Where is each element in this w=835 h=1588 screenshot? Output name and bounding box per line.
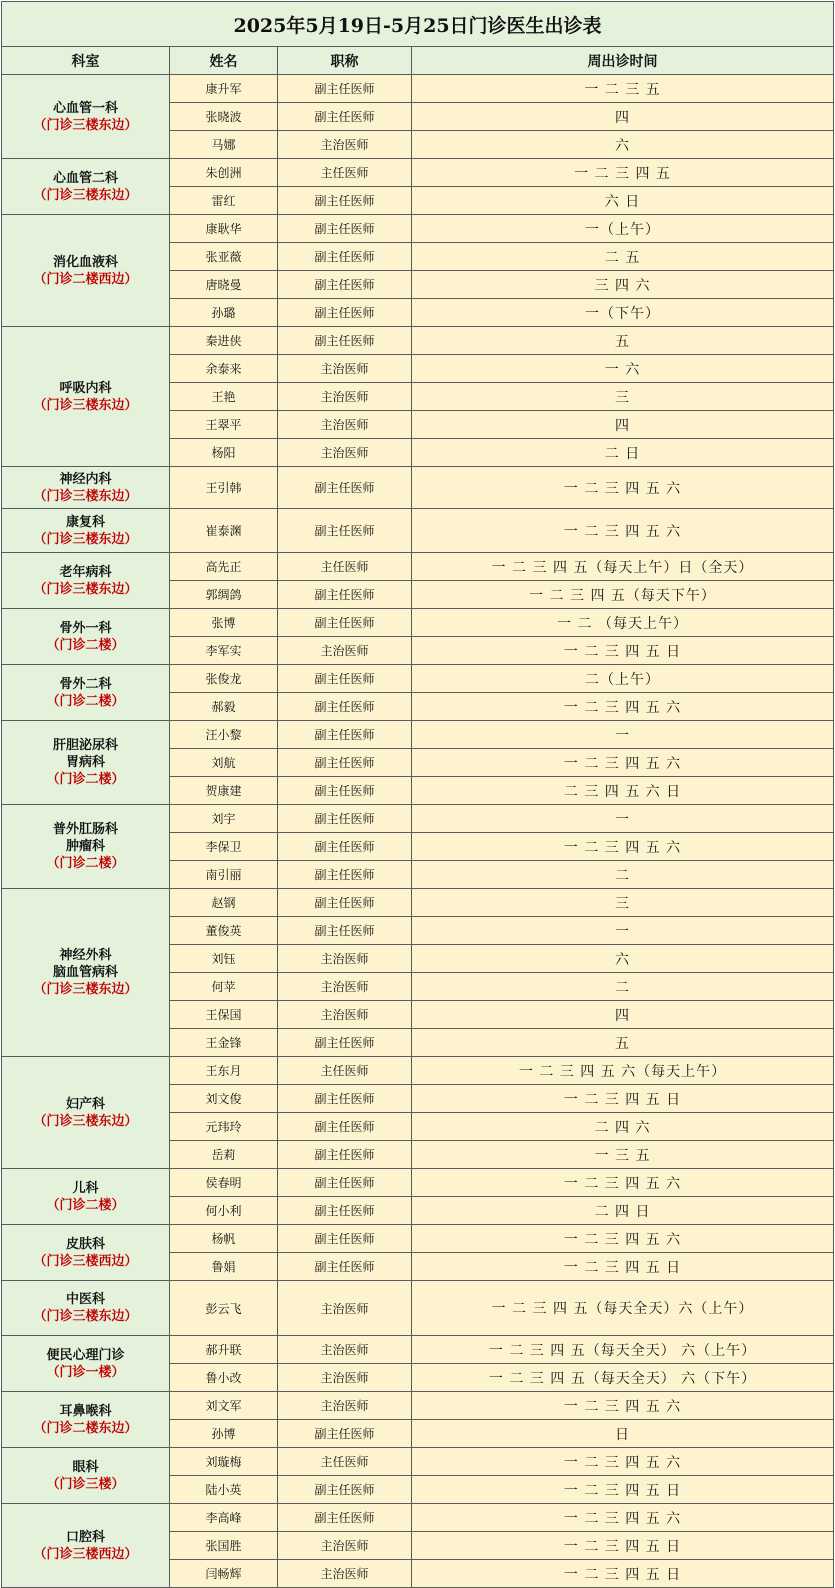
doctor-name: 刘宇: [170, 805, 278, 833]
doctor-schedule: 一 二 三 四 五（每天全天） 六（上午）: [412, 1336, 834, 1364]
doctor-name: 余泰来: [170, 355, 278, 383]
doctor-name: 鲁娟: [170, 1253, 278, 1281]
department-cell: [2, 215, 170, 327]
doctor-name: 鲁小改: [170, 1364, 278, 1392]
department-cell: [2, 609, 170, 665]
doctor-title: 副主任医师: [278, 1504, 412, 1532]
doctor-title: 副主任医师: [278, 187, 412, 215]
doctor-schedule: 一 二 三 四 五 六: [412, 1169, 834, 1197]
department-name: 康复科: [65, 514, 105, 530]
department-location: （门诊三楼东边）: [33, 581, 138, 597]
department-cell: [2, 159, 170, 215]
table-row: [2, 1281, 834, 1336]
doctor-schedule: 三: [412, 889, 834, 917]
doctor-title: 副主任医师: [278, 917, 412, 945]
doctor-title: 副主任医师: [278, 1113, 412, 1141]
doctor-name: 张国胜: [170, 1532, 278, 1560]
department-name: 妇产科: [65, 1096, 105, 1112]
department-location: （门诊二楼）: [46, 693, 125, 709]
table-row: [2, 1225, 834, 1253]
doctor-name: 何小利: [170, 1197, 278, 1225]
department-cell: [2, 467, 170, 509]
doctor-schedule: 一（上午）: [412, 215, 834, 243]
table-row: [2, 327, 834, 355]
doctor-title: 主治医师: [278, 637, 412, 665]
doctor-title: 副主任医师: [278, 215, 412, 243]
department-name: 神经外科: [59, 948, 112, 963]
header-row: [2, 47, 834, 75]
doctor-name: 王保国: [170, 1001, 278, 1029]
table-row: [2, 159, 834, 187]
department-name: 中医科: [65, 1292, 105, 1307]
doctor-name: 南引丽: [170, 861, 278, 889]
doctor-title: 主治医师: [278, 439, 412, 467]
doctor-schedule: 二 日: [412, 439, 834, 467]
doctor-name: 董俊英: [170, 917, 278, 945]
table-row: [2, 509, 834, 553]
doctor-title: 副主任医师: [278, 271, 412, 299]
department-cell: [2, 553, 170, 609]
doctor-title: 主治医师: [278, 1364, 412, 1392]
doctor-title: 副主任医师: [278, 509, 412, 553]
doctor-name: 汪小黎: [170, 721, 278, 749]
doctor-title: 副主任医师: [278, 243, 412, 271]
department-name: 肿瘤科: [65, 839, 105, 854]
department-location: （门诊三楼东边）: [33, 117, 138, 133]
department-cell: [2, 1392, 170, 1448]
doctor-schedule: 二 四 六: [412, 1113, 834, 1141]
schedule-body: [2, 75, 834, 1588]
doctor-schedule: 一 二 三 四 五（每天上午）日（全天）: [412, 553, 834, 581]
doctor-name: 张亚薇: [170, 243, 278, 271]
doctor-schedule: 一 二 三 四 五: [412, 159, 834, 187]
doctor-name: 贺康建: [170, 777, 278, 805]
department-name: 骨外一科: [59, 620, 112, 636]
doctor-schedule: 一（下午）: [412, 299, 834, 327]
doctor-name: 刘璇梅: [170, 1448, 278, 1476]
department-cell: [2, 1336, 170, 1392]
doctor-title: 主任医师: [278, 159, 412, 187]
doctor-name: 赵钢: [170, 889, 278, 917]
table-row: [2, 1336, 834, 1364]
doctor-title: 副主任医师: [278, 721, 412, 749]
doctor-title: 主治医师: [278, 383, 412, 411]
department-location: （门诊三楼西边）: [33, 1253, 138, 1269]
doctor-name: 王东月: [170, 1057, 278, 1085]
doctor-schedule: 一 二 三 四 五（每天全天） 六（下午）: [412, 1364, 834, 1392]
department-cell: [2, 721, 170, 805]
header-rank: 职称: [278, 47, 412, 75]
doctor-name: 康耿华: [170, 215, 278, 243]
department-cell: [2, 1281, 170, 1336]
doctor-name: 唐晓曼: [170, 271, 278, 299]
doctor-title: 主治医师: [278, 411, 412, 439]
department-location: （门诊三楼西边）: [33, 1546, 138, 1562]
doctor-schedule: 一 二 三 四 五 六: [412, 1225, 834, 1253]
doctor-name: 岳莉: [170, 1141, 278, 1169]
doctor-title: 副主任医师: [278, 467, 412, 509]
doctor-schedule: 一 二 三 四 五 日: [412, 1532, 834, 1560]
doctor-name: 杨帆: [170, 1225, 278, 1253]
doctor-title: 副主任医师: [278, 1169, 412, 1197]
doctor-title: 主任医师: [278, 1057, 412, 1085]
doctor-schedule: 二（上午）: [412, 665, 834, 693]
doctor-title: 主治医师: [278, 1560, 412, 1588]
doctor-schedule: 二 四 日: [412, 1197, 834, 1225]
department-name: 胃病科: [65, 755, 105, 770]
doctor-schedule: 二: [412, 973, 834, 1001]
doctor-title: 副主任医师: [278, 1085, 412, 1113]
department-name: 老年病科: [59, 564, 112, 580]
doctor-name: 雷红: [170, 187, 278, 215]
table-row: [2, 665, 834, 693]
doctor-schedule: 四: [412, 103, 834, 131]
doctor-schedule: 一 二 三 五: [412, 75, 834, 103]
doctor-title: 主治医师: [278, 1281, 412, 1336]
doctor-name: 王翠平: [170, 411, 278, 439]
doctor-schedule: 一 二 三 四 五 日: [412, 637, 834, 665]
table-row: [2, 805, 834, 833]
doctor-title: 副主任医师: [278, 75, 412, 103]
department-cell: [2, 1225, 170, 1281]
doctor-schedule: 一 二 三 四 五 六（每天上午）: [412, 1057, 834, 1085]
department-name: 呼吸内科: [59, 380, 112, 396]
doctor-schedule: 日: [412, 1420, 834, 1448]
department-location: （门诊三楼东边）: [33, 982, 138, 997]
department-location: （门诊二楼西边）: [33, 271, 138, 287]
doctor-schedule: 五: [412, 327, 834, 355]
doctor-schedule: 六: [412, 131, 834, 159]
department-name: 肝胆泌尿科: [52, 738, 118, 753]
doctor-name: 李保卫: [170, 833, 278, 861]
department-location: （门诊三楼）: [46, 1476, 125, 1492]
doctor-title: 副主任医师: [278, 1197, 412, 1225]
doctor-schedule: 二: [412, 861, 834, 889]
doctor-name: 侯春明: [170, 1169, 278, 1197]
department-cell: [2, 805, 170, 889]
department-name: 脑血管病科: [52, 965, 118, 980]
doctor-title: 副主任医师: [278, 861, 412, 889]
doctor-title: 主治医师: [278, 945, 412, 973]
doctor-schedule: 一 二 三 四 五 日: [412, 1085, 834, 1113]
department-cell: [2, 889, 170, 1057]
doctor-name: 王金锋: [170, 1029, 278, 1057]
doctor-name: 刘航: [170, 749, 278, 777]
doctor-schedule: 五: [412, 1029, 834, 1057]
doctor-title: 主治医师: [278, 1001, 412, 1029]
doctor-schedule: 三: [412, 383, 834, 411]
schedule-table: [1, 1, 834, 1588]
department-location: （门诊三楼东边）: [33, 187, 138, 203]
table-row: [2, 1392, 834, 1420]
doctor-schedule: 一: [412, 721, 834, 749]
table-row: [2, 609, 834, 637]
doctor-title: 主治医师: [278, 973, 412, 1001]
doctor-name: 何苹: [170, 973, 278, 1001]
header-name: 姓名: [170, 47, 278, 75]
doctor-schedule: 一 二 三 四 五 六: [412, 693, 834, 721]
department-name: 心血管二科: [52, 170, 118, 186]
doctor-title: 副主任医师: [278, 1029, 412, 1057]
department-location: （门诊一楼）: [46, 1364, 125, 1380]
doctor-title: 主治医师: [278, 1532, 412, 1560]
doctor-schedule: 一 二 三 四 五 六: [412, 467, 834, 509]
doctor-title: 副主任医师: [278, 581, 412, 609]
department-cell: [2, 665, 170, 721]
doctor-name: 陆小英: [170, 1476, 278, 1504]
doctor-title: 副主任医师: [278, 1225, 412, 1253]
doctor-schedule: 一 二 （每天上午）: [412, 609, 834, 637]
doctor-name: 李军实: [170, 637, 278, 665]
department-name: 便民心理门诊: [46, 1347, 125, 1363]
doctor-title: 副主任医师: [278, 1253, 412, 1281]
department-location: （门诊三楼东边）: [33, 1113, 138, 1129]
doctor-name: 郝毅: [170, 693, 278, 721]
doctor-name: 张俊龙: [170, 665, 278, 693]
department-cell: [2, 1504, 170, 1588]
doctor-schedule: 一 二 三 四 五（每天全天）六（上午）: [412, 1281, 834, 1336]
doctor-name: 刘钰: [170, 945, 278, 973]
department-name: 神经内科: [59, 471, 112, 487]
doctor-title: 主任医师: [278, 1448, 412, 1476]
doctor-schedule: 六: [412, 945, 834, 973]
table-row: [2, 1169, 834, 1197]
department-name: 心血管一科: [52, 100, 118, 116]
doctor-name: 康升军: [170, 75, 278, 103]
table-row: [2, 889, 834, 917]
doctor-name: 闫畅辉: [170, 1560, 278, 1588]
doctor-schedule: 一 二 三 四 五（每天下午）: [412, 581, 834, 609]
table-row: [2, 1057, 834, 1085]
department-name: 耳鼻喉科: [59, 1403, 112, 1419]
department-location: （门诊二楼）: [46, 637, 125, 653]
doctor-title: 副主任医师: [278, 665, 412, 693]
doctor-schedule: 一 六: [412, 355, 834, 383]
table-row: [2, 721, 834, 749]
doctor-title: 副主任医师: [278, 693, 412, 721]
doctor-schedule: 一 二 三 四 五 六: [412, 509, 834, 553]
department-cell: [2, 509, 170, 553]
department-name: 骨外二科: [59, 676, 112, 692]
header-dept: 科室: [2, 47, 170, 75]
department-cell: [2, 75, 170, 159]
doctor-title: 副主任医师: [278, 1476, 412, 1504]
doctor-schedule: 四: [412, 1001, 834, 1029]
doctor-title: 主治医师: [278, 1336, 412, 1364]
doctor-title: 副主任医师: [278, 1420, 412, 1448]
department-location: （门诊三楼东边）: [33, 397, 138, 413]
doctor-name: 彭云飞: [170, 1281, 278, 1336]
doctor-name: 杨阳: [170, 439, 278, 467]
doctor-schedule: 一 三 五: [412, 1141, 834, 1169]
doctor-name: 王引韩: [170, 467, 278, 509]
doctor-title: 副主任医师: [278, 103, 412, 131]
department-name: 眼科: [72, 1459, 99, 1475]
doctor-schedule: 四: [412, 411, 834, 439]
doctor-title: 副主任医师: [278, 749, 412, 777]
doctor-schedule: 一 二 三 四 五 六: [412, 1504, 834, 1532]
doctor-name: 高先正: [170, 553, 278, 581]
doctor-schedule: 一 二 三 四 五 六: [412, 833, 834, 861]
doctor-name: 马娜: [170, 131, 278, 159]
doctor-schedule: 一 二 三 四 五 六: [412, 749, 834, 777]
doctor-name: 张博: [170, 609, 278, 637]
doctor-title: 主治医师: [278, 355, 412, 383]
doctor-schedule: 一: [412, 917, 834, 945]
doctor-name: 朱创洲: [170, 159, 278, 187]
department-location: （门诊二楼）: [46, 1197, 125, 1213]
doctor-title: 副主任医师: [278, 777, 412, 805]
doctor-name: 刘文俊: [170, 1085, 278, 1113]
doctor-schedule: 一 二 三 四 五 六: [412, 1392, 834, 1420]
doctor-title: 主任医师: [278, 553, 412, 581]
doctor-name: 郭绸鸽: [170, 581, 278, 609]
doctor-name: 张晓波: [170, 103, 278, 131]
doctor-name: 孙璐: [170, 299, 278, 327]
department-location: （门诊二楼）: [46, 772, 125, 787]
table-row: [2, 215, 834, 243]
doctor-name: 郝升联: [170, 1336, 278, 1364]
doctor-title: 副主任医师: [278, 805, 412, 833]
doctor-name: 王艳: [170, 383, 278, 411]
department-location: （门诊二楼）: [46, 856, 125, 871]
doctor-name: 刘文军: [170, 1392, 278, 1420]
doctor-name: 崔泰渊: [170, 509, 278, 553]
department-location: （门诊三楼东边）: [33, 488, 138, 504]
doctor-schedule: 二 三 四 五 六 日: [412, 777, 834, 805]
doctor-title: 主治医师: [278, 131, 412, 159]
department-cell: [2, 1057, 170, 1169]
department-name: 儿科: [72, 1180, 99, 1196]
department-name: 普外肛肠科: [52, 822, 118, 837]
doctor-name: 孙博: [170, 1420, 278, 1448]
table-row: [2, 467, 834, 509]
doctor-name: 元玮玲: [170, 1113, 278, 1141]
department-location: （门诊二楼东边）: [33, 1420, 138, 1436]
department-cell: [2, 1169, 170, 1225]
department-cell: [2, 327, 170, 467]
doctor-title: 副主任医师: [278, 299, 412, 327]
doctor-title: 副主任医师: [278, 889, 412, 917]
doctor-schedule: 一 二 三 四 五 日: [412, 1476, 834, 1504]
doctor-schedule: 一 二 三 四 五 日: [412, 1560, 834, 1588]
doctor-name: 李高峰: [170, 1504, 278, 1532]
department-cell: [2, 1448, 170, 1504]
header-schedule: 周出诊时间: [412, 47, 834, 75]
table-row: [2, 75, 834, 103]
doctor-title: 副主任医师: [278, 327, 412, 355]
doctor-schedule: 二 五: [412, 243, 834, 271]
table-row: [2, 553, 834, 581]
doctor-schedule: 一 二 三 四 五 六: [412, 1448, 834, 1476]
table-row: [2, 1504, 834, 1532]
doctor-title: 副主任医师: [278, 609, 412, 637]
doctor-title: 主治医师: [278, 1392, 412, 1420]
page-title: 2025年5月19日-5月25日门诊医生出诊表: [2, 2, 834, 47]
department-location: （门诊三楼东边）: [33, 1309, 138, 1324]
department-name: 皮肤科: [65, 1236, 105, 1252]
doctor-schedule: 六 日: [412, 187, 834, 215]
table-row: [2, 1448, 834, 1476]
doctor-name: 秦进侠: [170, 327, 278, 355]
doctor-schedule: 一: [412, 805, 834, 833]
department-name: 口腔科: [65, 1529, 105, 1545]
doctor-schedule: 三 四 六: [412, 271, 834, 299]
doctor-schedule: 一 二 三 四 五 日: [412, 1253, 834, 1281]
doctor-title: 副主任医师: [278, 833, 412, 861]
department-location: （门诊三楼东边）: [33, 531, 138, 547]
doctor-title: 副主任医师: [278, 1141, 412, 1169]
department-name: 消化血液科: [52, 254, 118, 270]
